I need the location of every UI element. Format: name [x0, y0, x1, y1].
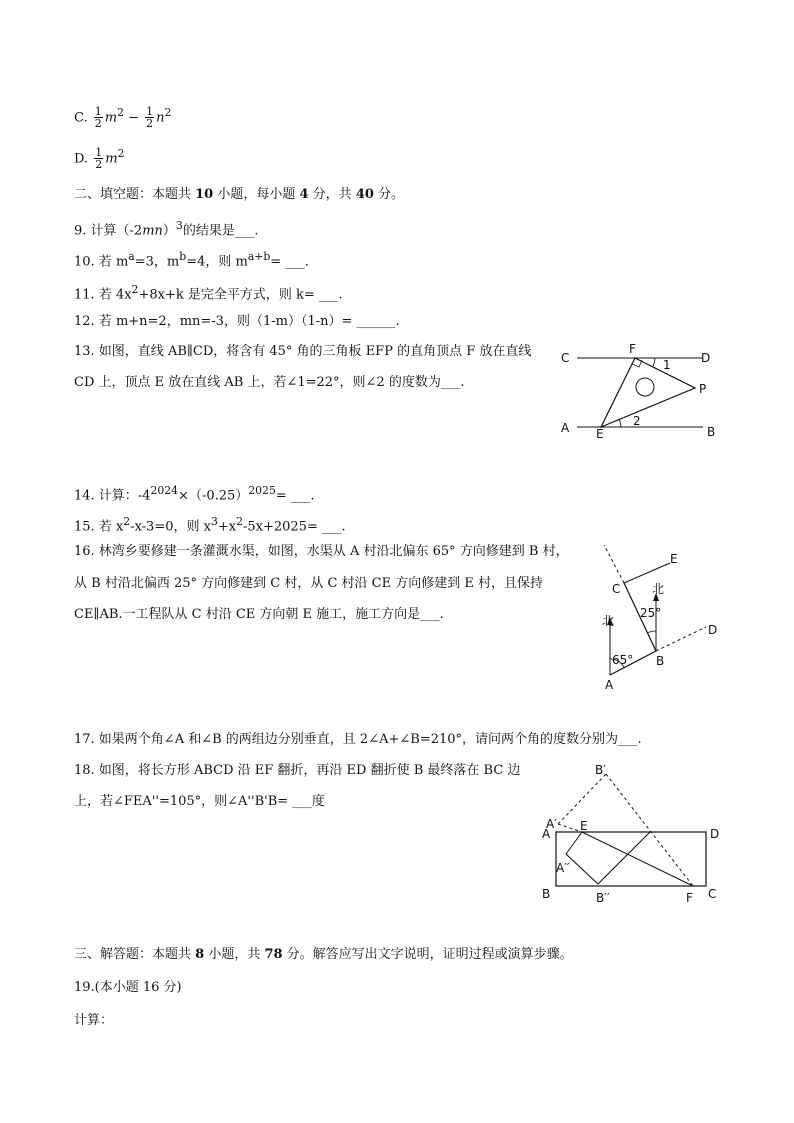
dashed-bd [656, 627, 706, 651]
triangle-hole [636, 378, 654, 396]
angle-25-arc [647, 631, 656, 633]
question-11: 11. 若 $4x^2+8x+k$ 是完全平方式，则 k= ___. [74, 283, 343, 303]
label-north-a: 北 [602, 614, 615, 628]
label-b: B [707, 425, 716, 439]
line-ce [624, 563, 670, 583]
label-d: D [708, 623, 718, 637]
label-d: D [701, 351, 711, 365]
label-a-double-prime: A′′ [556, 861, 570, 875]
label-d: D [710, 827, 720, 841]
figure-16 [590, 543, 730, 693]
question-16-line-2: 从 B 村沿北偏西 25° 方向修建到 C 村，从 C 村沿 CE 方向修建到 E 村，且保持 [74, 576, 544, 591]
label-e: E [596, 427, 604, 441]
label-f: F [629, 342, 636, 356]
fraction: $\frac{1}{2}$ [94, 105, 102, 131]
section-3-heading: 三、解答题：本题共 8 小题，共 78 分。解答应写出文字说明，证明过程或演算步骤。 [74, 947, 573, 962]
question-19-title: 19.(本小题 16 分) [74, 980, 182, 995]
label-a: A [561, 421, 570, 435]
label-c: C [612, 582, 621, 596]
fraction: $\frac{1}{2}$ [146, 105, 154, 131]
label-b: B [656, 654, 665, 668]
option-c: C. $\frac{1}{2}$ $m^2$ − $\frac{1}{2}$ $n^2$ [74, 105, 172, 131]
label-b-double-prime: B′′ [596, 891, 610, 905]
label-b-prime: B′ [595, 763, 606, 777]
label-f: F [686, 891, 693, 905]
label-b: B [542, 887, 551, 901]
question-14: 14. 计算：$-4^{2024}\times(-0.25)^{2025}=$ ___. [74, 484, 315, 504]
label-e: E [580, 819, 588, 833]
option-c-label: C. [74, 110, 88, 126]
label-p: P [699, 382, 707, 396]
question-16-line-1: 16. 林湾乡要修建一条灌溉水渠，如图，水渠从 A 村沿北偏东 65° 方向修建到 B 村， [74, 544, 569, 559]
figure-18 [538, 760, 728, 910]
question-17: 17. 如果两个角∠A 和∠B 的两组边分别垂直，且 2∠A+∠B=210°，请问两个角的度数分别为___. [74, 732, 642, 747]
option-d-label: D. [74, 151, 89, 167]
label-north-b: 北 [652, 582, 665, 596]
label-1: 1 [663, 358, 671, 372]
label-65: 65° [612, 653, 634, 667]
label-e: E [670, 552, 678, 566]
angle-2-arc [619, 419, 621, 427]
question-12: 12. 若 m+n=2，mn=-3，则（1-m）（1-n）= ______. [74, 314, 400, 329]
fraction: $\frac{1}{2}$ [95, 146, 103, 172]
label-a: A [605, 678, 614, 692]
label-2: 2 [633, 414, 641, 428]
question-18-line-2: 上，若∠FEA''=105°，则∠A''B'B= ___度 [74, 794, 325, 809]
dashed-bp-f [606, 774, 693, 886]
folded-quad [566, 832, 650, 884]
question-13-line-2: CD 上，顶点 E 放在直线 AB 上，若∠1=22°，则∠2 的度数为___. [74, 375, 465, 390]
dashed-ab-prime [558, 774, 606, 824]
dashed-ap-e [558, 824, 582, 832]
question-18-line-1: 18. 如图，将长方形 ABCD 沿 EF 翻折，再沿 ED 翻折使 B 最终落在 BC 边 [74, 763, 521, 778]
option-d: D. $\frac{1}{2}$ $m^2$ [74, 146, 125, 172]
label-a-prime: A′ [546, 817, 557, 831]
label-c: C [561, 351, 570, 365]
question-13-line-1: 13. 如图，直线 AB∥CD，将含有 45° 角的三角板 EFP 的直角顶点 F 放在直线 [74, 344, 532, 359]
question-10: 10. 若 $m^a=3$，$m^b=4$，则 $m^{a+b}=$ ___. [74, 250, 309, 270]
label-c: C [708, 887, 717, 901]
dashed-north-ext [604, 545, 624, 583]
question-15: 15. 若 $x^2-x-3=0$，则 $x^3+x^2-5x+2025=$ ___. [74, 515, 346, 535]
angle-1-arc [653, 358, 655, 366]
triangle-efp [601, 358, 695, 427]
section-2-heading: 二、填空题：本题共 10 小题，每小题 4 分，共 40 分。 [74, 187, 405, 202]
figure-13 [555, 342, 735, 442]
label-a: A [542, 827, 551, 841]
line-ef [582, 832, 693, 886]
question-9: 9. 计算$(-2mn)^3$的结果是___. [74, 219, 259, 239]
label-25: 25° [640, 606, 662, 620]
question-19-text: 计算： [74, 1013, 114, 1028]
question-16-line-3: CE∥AB.一工程队从 C 村沿 CE 方向朝 E 施工，施工方向是___. [74, 607, 444, 622]
rectangle-abcd [556, 832, 706, 886]
